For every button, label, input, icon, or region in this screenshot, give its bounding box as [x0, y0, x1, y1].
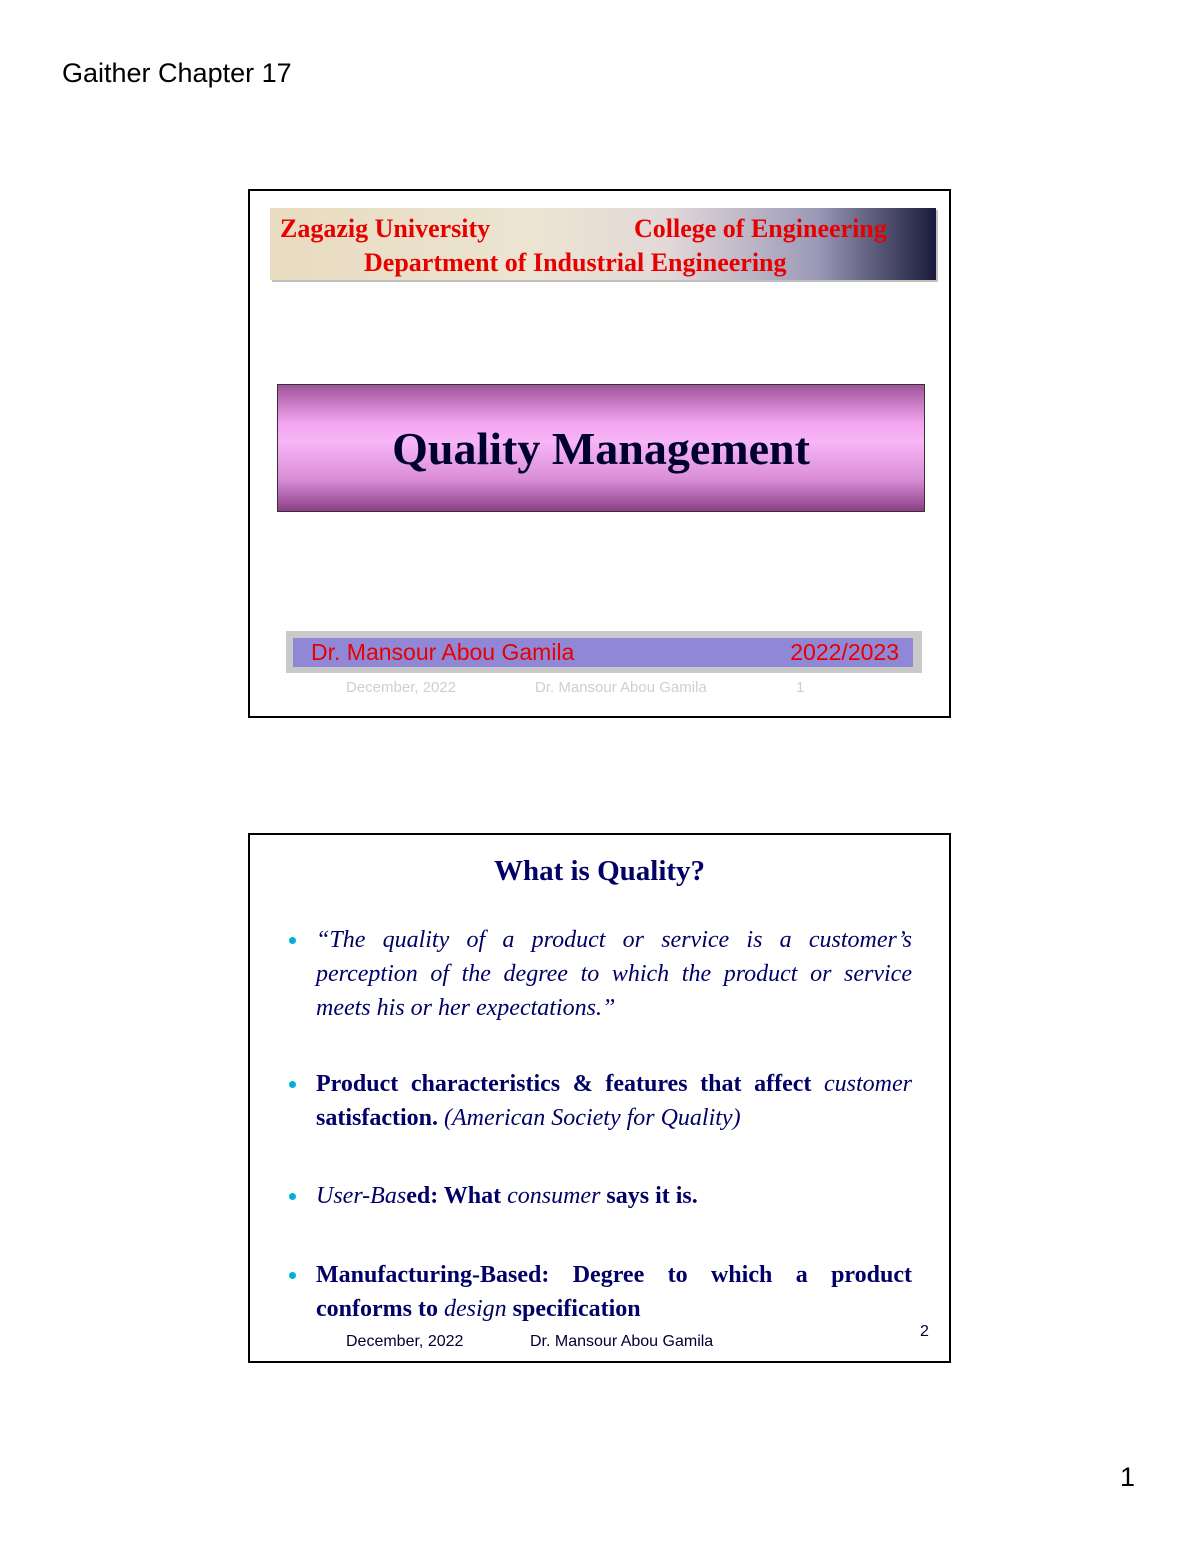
footer-date: December, 2022 [346, 679, 457, 696]
bullet-emphasis: consumer [507, 1183, 601, 1209]
university-name: Zagazig University [280, 214, 491, 243]
bullet-text: ed: What [406, 1183, 508, 1209]
institution-banner [270, 208, 936, 280]
title-box [277, 384, 925, 512]
college-name: College of Engineering [634, 214, 887, 243]
bullet-item [316, 1179, 912, 1213]
footer-author: Dr. Mansour Abou Gamila [530, 1333, 714, 1350]
bullet-text: Manufacturing-Based: Degree to which a product conforms to [316, 1262, 912, 1322]
footer-author: Dr. Mansour Abou Gamila [535, 679, 707, 696]
footer-date: December, 2022 [346, 1333, 464, 1350]
bullet-emphasis: User-Bas [316, 1183, 407, 1209]
author-name: Dr. Mansour Abou Gamila [311, 639, 575, 665]
bullet-item [316, 1067, 912, 1135]
bullet-dot-icon [289, 1081, 296, 1088]
bullet-text: specification [506, 1296, 641, 1322]
author-bar [286, 631, 922, 673]
bullet-text: satisfaction. [316, 1105, 444, 1131]
footer-slide-number: 1 [796, 679, 805, 696]
academic-year: 2022/2023 [790, 639, 899, 665]
bullet-item [316, 923, 912, 1025]
bullet-emphasis: design [443, 1296, 507, 1322]
bullet-text: Product characteristics & features that affect [316, 1071, 825, 1097]
bullet-emphasis: (American Society for Quality) [444, 1105, 741, 1131]
footer-slide-number: 2 [920, 1323, 929, 1340]
slide-1 [248, 189, 951, 718]
bullet-emphasis: customer [824, 1071, 912, 1097]
bullet-text: says it is. [600, 1183, 698, 1209]
author-bar-inner [293, 638, 913, 667]
bullet-dot-icon [289, 1193, 296, 1200]
bullet-dot-icon [289, 937, 296, 944]
slide-2 [248, 833, 951, 1363]
bullet-text: “The quality of a product or service is a customer’s perception of the degree to which the product or service meets his or her expectations.” [316, 927, 912, 1021]
bullet-dot-icon [289, 1272, 296, 1279]
slide-title: Quality Management [392, 422, 810, 474]
page-header-title: Gaither Chapter 17 [62, 58, 292, 88]
department-name: Department of Industrial Engineering [364, 248, 787, 277]
bullet-item [316, 1258, 912, 1326]
slide-title: What is Quality? [493, 855, 706, 887]
page-number: 1 [1120, 1462, 1136, 1492]
